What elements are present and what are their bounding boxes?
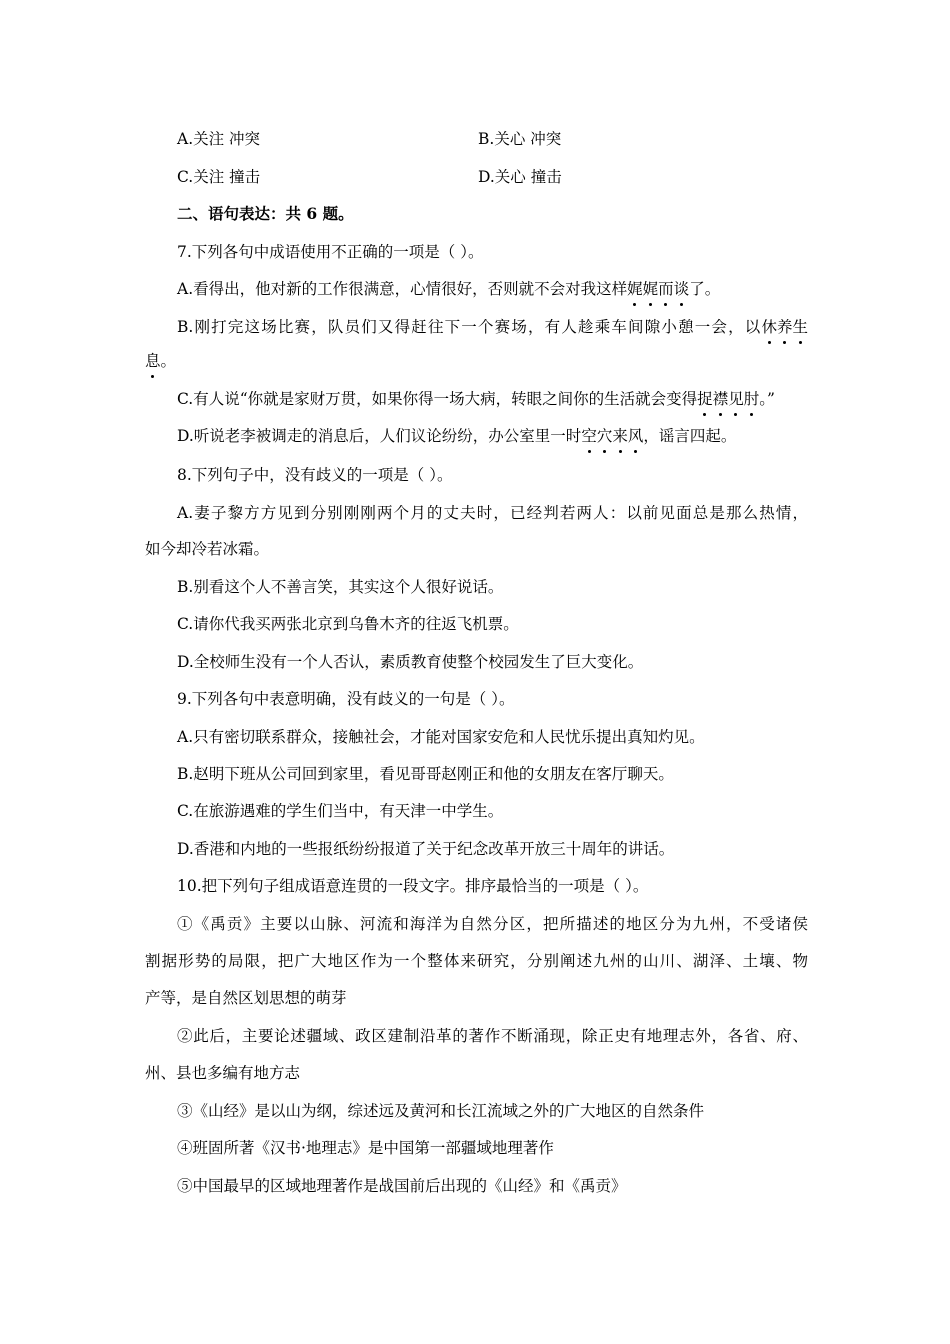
q7-option-b-line1 (177, 316, 808, 338)
emphasis-char: 娓 (642, 280, 659, 298)
emphasis-char: 休 (761, 318, 777, 336)
q7-option-a (177, 278, 720, 300)
q10-sentence-3: ③《山经》是以山为纲，综述远及黄河和长江流域之外的广大地区的自然条件 (177, 1102, 705, 1120)
q10-sentence-4: ④班固所著《汉书·地理志》是中国第一部疆域地理著作 (177, 1139, 554, 1157)
emphasis-char: 来 (612, 427, 628, 445)
emphasis-char: 养 (776, 318, 793, 336)
q8-stem: 8.下列句子中，没有歧义的一项是（ ）。 (177, 466, 453, 484)
q7-c-text: C.有人说“你就是家财万贯，如果你得一场大病，转眼之间你的生活就会变得 (177, 390, 698, 408)
q7-a-text: A.看得出，他对新的工作很满意，心情很好，否则就不会对我这样 (177, 280, 628, 298)
q8-option-c: C.请你代我买两张北京到乌鲁木齐的往返飞机票。 (177, 615, 519, 633)
q7-c-tail: 。” (759, 390, 775, 408)
q8-option-d: D.全校师生没有一个人否认，素质教育使整个校园发生了巨大变化。 (177, 653, 644, 671)
q8-option-a-line2: 如今却冷若冰霜。 (145, 540, 270, 558)
emphasis-char: 穴 (596, 427, 613, 445)
q6-option-b: B.关心 冲突 (478, 130, 562, 148)
emphasis-char: 捉 (697, 390, 713, 408)
q9-option-c: C.在旅游遇难的学生们当中，有天津一中学生。 (177, 802, 504, 820)
q10-sentence-2-line1: ②此后，主要论述疆域、政区建制沿革的著作不断涌现，除正史有地理志外，各省、府、 (177, 1027, 808, 1045)
q10-sentence-1-line2: 割据形势的局限，把广大地区作为一个整体来研究，分别阐述九州的山川、湖泽、土壤、物 (145, 952, 808, 970)
q10-sentence-1-line1: ①《禹贡》主要以山脉、河流和海洋为自然分区，把所描述的地区分为九州，不受诸侯 (177, 915, 808, 933)
emphasis-char: 见 (728, 390, 744, 408)
q6-option-d: D.关心 撞击 (478, 168, 562, 186)
q9-option-b: B.赵明下班从公司回到家里，看见哥哥赵刚正和他的女朋友在客厅聊天。 (177, 765, 674, 783)
q10-sentence-5: ⑤中国最早的区域地理著作是战国前后出现的《山经》和《禹贡》 (177, 1177, 627, 1195)
q7-option-b-line2 (145, 350, 176, 372)
q7-b-text: B.刚打完这场比赛，队员们又得赶往下一个赛场，有人趁乘车间隙小憩一会，以 (177, 318, 762, 336)
q8-option-a-line1: A.妻子黎方方见到分别刚刚两个月的丈夫时，已经判若两人：以前见面总是那么热情， (177, 504, 808, 522)
q6-option-c: C.关注 撞击 (177, 168, 261, 186)
emphasis-char: 息 (145, 352, 161, 370)
emphasis-char: 生 (792, 318, 808, 336)
q8-option-b: B.别看这个人不善言笑，其实这个人很好说话。 (177, 578, 504, 596)
q9-stem: 9.下列各句中表意明确，没有歧义的一句是（ ）。 (177, 690, 515, 708)
emphasis-char: 谈 (673, 280, 690, 298)
q7-d-tail: ，谣言四起。 (643, 427, 737, 445)
q9-option-d: D.香港和内地的一些报纸纷纷报道了关于纪念改革开放三十周年的讲话。 (177, 840, 675, 858)
q7-b-tail: 。 (160, 352, 177, 370)
q7-option-c (177, 388, 775, 410)
q7-a-tail: 了。 (689, 280, 721, 298)
q7-option-d (177, 425, 736, 447)
q10-stem: 10.把下列句子组成语意连贯的一段文字。排序最恰当的一项是（ ）。 (177, 877, 649, 895)
section-heading: 二、语句表达：共 6 题。 (177, 204, 354, 223)
emphasis-char: 娓 (627, 280, 643, 298)
emphasis-char: 而 (658, 280, 674, 298)
emphasis-char: 肘 (743, 390, 760, 408)
emphasis-char: 风 (627, 427, 644, 445)
q7-d-text: D.听说老李被调走的消息后，人们议论纷纷，办公室里一时 (177, 427, 582, 445)
q7-stem: 7.下列各句中成语使用不正确的一项是（ ）。 (177, 243, 484, 261)
q6-option-a: A.关注 冲突 (177, 130, 261, 148)
q10-sentence-1-line3: 产等，是自然区划思想的萌芽 (145, 989, 347, 1007)
q9-option-a: A.只有密切联系群众，接触社会，才能对国家安危和人民忧乐提出真知灼见。 (177, 728, 705, 746)
q10-sentence-2-line2: 州、县也多编有地方志 (145, 1064, 301, 1082)
emphasis-char: 襟 (712, 390, 729, 408)
emphasis-char: 空 (581, 427, 597, 445)
